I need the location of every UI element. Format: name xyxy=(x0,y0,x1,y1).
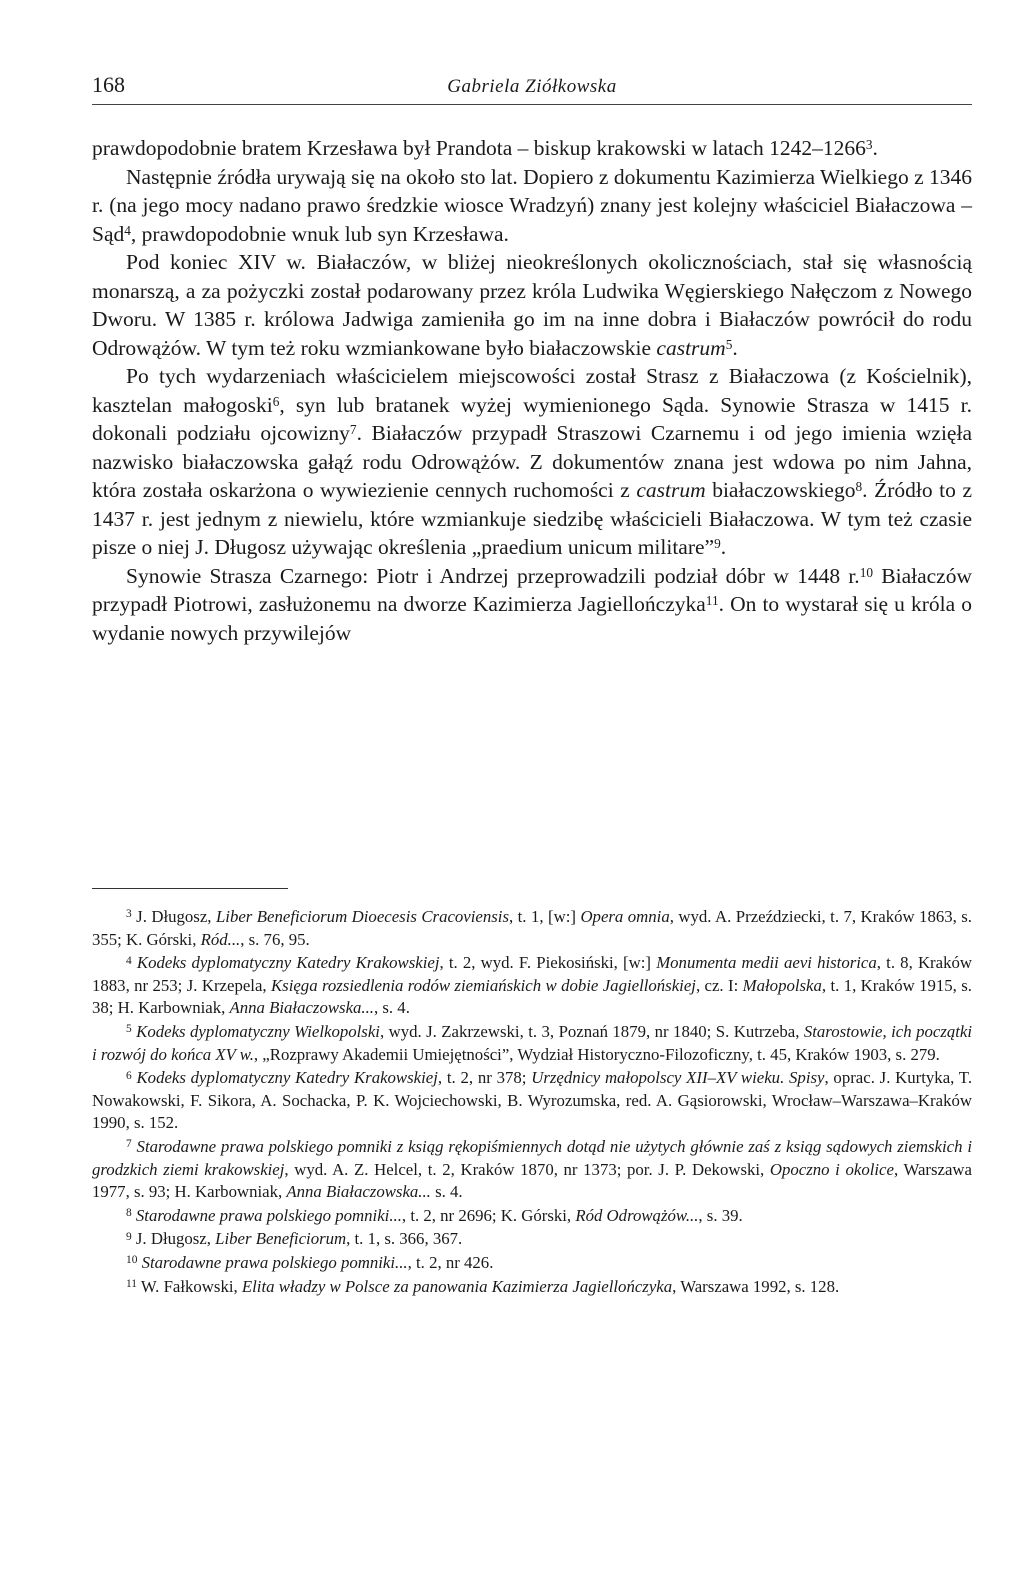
footnote-text-run: Starostowie, ich początki i rozwój do końca XV w. xyxy=(92,1021,973,1064)
footnote-text-run: , t. 1, s. 366, 367. xyxy=(346,1229,463,1249)
text-run: Po tych wydarzeniach właścicielem miejscowości został Strasz z Białaczowa (z Kościelnik), kasztelan małogoski xyxy=(92,364,972,417)
header-rule xyxy=(92,104,972,105)
footnote-text-run: Anna Białaczowska... xyxy=(229,998,374,1018)
footnote-text-run: Monumenta medii aevi historica xyxy=(656,953,877,973)
footnote-ref: 9 xyxy=(714,536,721,552)
page-number: 168 xyxy=(92,72,125,97)
footnote xyxy=(92,1136,972,1204)
footnote-ref: 7 xyxy=(126,1138,132,1151)
footnote-text-run: , s. 76, 95. xyxy=(240,929,310,949)
footnote-text-run: Starodawne prawa polskiego pomniki... xyxy=(135,1205,402,1225)
text-run: Pod koniec XIV w. Białaczów, w bliżej nieokreślonych okolicznościach, stał się własnością monarszą, a za pożyczki został podarowany przez króla Ludwika Węgierskiego Nałęczom z Nowego Dworu. W 1385 r. królowa Jadwiga zamieniła go im na inne dobra i Białaczów powrócił do rodu Odrowążów. W tym też roku wzmiankowane było białaczowskie xyxy=(92,250,972,360)
footnote-text-run: , t. 2, nr 2696; K. Górski, xyxy=(401,1205,576,1225)
footnote-ref: 4 xyxy=(126,954,132,967)
footnote-text-run: , t. 1, Kraków 1915, s. 38; H. Karbowniak, xyxy=(92,975,972,1018)
footnote-text-run: , t. 2, nr 378; xyxy=(437,1068,532,1088)
footnote xyxy=(92,1228,972,1251)
text-run: . xyxy=(720,535,727,559)
footnote-text-run: Kodeks dyplomatyczny Katedry Krakowskiej xyxy=(136,953,440,973)
footnote-text-run: , s. 4. xyxy=(374,998,410,1018)
text-run: . xyxy=(732,335,738,360)
footnote xyxy=(92,906,972,951)
footnote-text-run: Opera omnia xyxy=(580,907,670,926)
footnote-text-run: Elita władzy w Polsce za panowania Kazimierza Jagiellończyka xyxy=(241,1276,673,1296)
footnote-ref: 11 xyxy=(705,593,719,609)
text-run: . On to wystarał się u króla o wydanie nowych przywilejów xyxy=(92,592,972,645)
footnote-ref: 7 xyxy=(349,422,357,438)
footnote-text-run: W. Fałkowski, xyxy=(136,1276,242,1296)
body-paragraph xyxy=(92,362,972,562)
footnote-text-run: , „Rozprawy Akademii Umiejętności”, Wydział Historyczno-Filozoficzny, t. 45, Kraków 1903, s. 279. xyxy=(253,1044,940,1064)
footnote-separator xyxy=(92,888,288,889)
footnote-ref: 6 xyxy=(126,1069,132,1082)
footnote-text-run: Małopolska xyxy=(742,975,822,995)
text-run: . Białaczów przypadł Straszowi Czarnemu i od jego imienia wzięła nazwisko białaczowska gałąź rodu Odrowążów. Z dokumentów znana jest wdowa po nim Jahna, która została oskarżona o wywiezienie cennych ruchomości z xyxy=(92,421,972,502)
footnote-text-run: , wyd. J. Zakrzewski, t. 3, Poznań 1879, nr 1840; S. Kutrzeba, xyxy=(379,1021,804,1041)
text-run: Białaczów przypadł Piotrowi, zasłużonemu na dworze Kazimierza Jagiellończyka xyxy=(92,563,972,616)
text-run: Następnie źródła urywają się na około sto lat. Dopiero z dokumentu Kazimierza Wielkiego z 1346 r. (na jego mocy nadano prawo średzkie wiosce Wradzyń) znany jest kolejny właściciel Białaczowa – Sąd xyxy=(92,164,972,246)
footnote-ref: 10 xyxy=(126,1254,138,1267)
footnote-text-run: , wyd. A. Z. Helcel, t. 2, Kraków 1870, nr 1373; por. J. P. Dekowski, xyxy=(284,1159,770,1179)
footnote-text-run: Starodawne prawa polskiego pomniki... xyxy=(141,1252,408,1272)
footnote xyxy=(92,1276,972,1299)
footnote-text-run: , cz. I: xyxy=(695,975,743,995)
footnote xyxy=(92,1067,972,1135)
footnote xyxy=(92,1205,972,1228)
text-run: castrum xyxy=(636,478,706,502)
footnote-ref: 9 xyxy=(126,1230,132,1243)
body-paragraph xyxy=(92,562,972,648)
footnote-ref: 4 xyxy=(124,222,131,238)
footnote-text-run: , t. 1, [w:] xyxy=(508,907,581,926)
footnote-text-run: Kodeks dyplomatyczny Katedry Krakowskiej xyxy=(136,1068,438,1088)
footnote-text-run: Opoczno i okolice xyxy=(769,1159,894,1179)
footnote-text-run: Liber Beneficiorum xyxy=(215,1229,347,1249)
footnote-text-run: Kodeks dyplomatyczny Wielkopolski xyxy=(136,1021,380,1041)
footnote-ref: 3 xyxy=(126,908,132,921)
footnote-text-run: Starodawne prawa polskiego pomniki z ksiąg rękopiśmiennych dotąd nie użytych głównie zaś z ksiąg sądowych ziemskich i grodzkich ziemi krakowskiej xyxy=(92,1136,973,1179)
footnote xyxy=(92,952,972,1020)
footnote-ref: 6 xyxy=(272,393,280,409)
footnote-text-run: Ród... xyxy=(200,929,241,949)
footnotes xyxy=(92,906,972,1299)
text-run: białaczowskiego xyxy=(705,478,856,502)
footnote-text-run: Liber Beneficiorum Dioecesis Cracoviensis xyxy=(215,907,509,926)
body-text xyxy=(92,134,972,647)
footnote-text-run: , Warszawa 1977, s. 93; H. Karbowniak, xyxy=(92,1159,972,1202)
footnote-ref: 11 xyxy=(126,1277,137,1290)
footnote-text-run: , s. 39. xyxy=(698,1205,743,1225)
footnote-ref: 5 xyxy=(126,1023,132,1036)
running-head-author: Gabriela Ziółkowska xyxy=(447,76,617,97)
text-run: Synowie Strasza Czarnego: Piotr i Andrzej przeprowadzili podział dóbr w 1448 r. xyxy=(126,563,860,588)
footnote-text-run: Anna Białaczowska... xyxy=(286,1182,431,1202)
footnote-ref: 8 xyxy=(126,1207,132,1220)
text-run: . xyxy=(872,136,878,160)
footnote-text-run: , Warszawa 1992, s. 128. xyxy=(672,1276,840,1296)
footnote-text-run: Ród Odrowążów... xyxy=(575,1205,699,1225)
footnote xyxy=(92,1021,972,1066)
footnote-text-run: , t. 2, nr 426. xyxy=(407,1252,494,1272)
footnote-ref: 8 xyxy=(855,479,863,495)
footnote-text-run: J. Długosz, xyxy=(131,1229,216,1249)
footnote-text-run: , wyd. A. Przeździecki, t. 7, Kraków 1863, s. 355; K. Górski, xyxy=(92,907,972,949)
footnote-ref: 3 xyxy=(865,137,873,153)
footnote-text-run: , t. 8, Kraków 1883, nr 253; J. Krzepela, xyxy=(92,953,972,995)
body-paragraph xyxy=(92,163,972,249)
text-run: prawdopodobnie bratem Krzesława był Prandota – biskup krakowski w latach 1242–1266 xyxy=(92,136,866,160)
footnote-ref: 5 xyxy=(725,336,733,352)
page-header xyxy=(92,72,972,102)
footnote-text-run: s. 4. xyxy=(430,1182,463,1202)
body-paragraph xyxy=(92,248,972,362)
footnote xyxy=(92,1252,972,1275)
footnote-text-run: Księga rozsiedlenia rodów ziemiańskich w dobie Jagiellońskiej xyxy=(270,975,696,995)
text-run: , syn lub bratanek wyżej wymienionego Sąda. Synowie Strasza w 1415 r. dokonali podziału ojcowizny xyxy=(92,392,972,445)
footnote-text-run: , oprac. J. Kurtyka, T. Nowakowski, F. Sikora, A. Sochacka, P. K. Wojciechowski, B. Wyrozumska, red. A. Gąsiorowski, Wrocław–Warszawa–Kraków 1990, s. 152. xyxy=(92,1068,973,1133)
text-run: castrum xyxy=(656,335,726,360)
footnote-text-run: , t. 2, wyd. F. Piekosiński, [w:] xyxy=(439,953,657,973)
footnote-ref: 10 xyxy=(859,564,874,580)
text-run: . Źródło to z 1437 r. jest jednym z niewielu, które wzmiankuje siedzibę właścicieli Białaczowa. W tym też czasie pisze o niej J. Długosz używając określenia „praedium unicum militare” xyxy=(92,478,972,559)
body-paragraph xyxy=(92,134,972,163)
footnote-text-run: J. Długosz, xyxy=(131,907,216,926)
text-run: , prawdopodobnie wnuk lub syn Krzesława. xyxy=(130,221,509,246)
footnote-text-run: Urzędnicy małopolscy XII–XV wieku. Spisy xyxy=(531,1068,825,1088)
